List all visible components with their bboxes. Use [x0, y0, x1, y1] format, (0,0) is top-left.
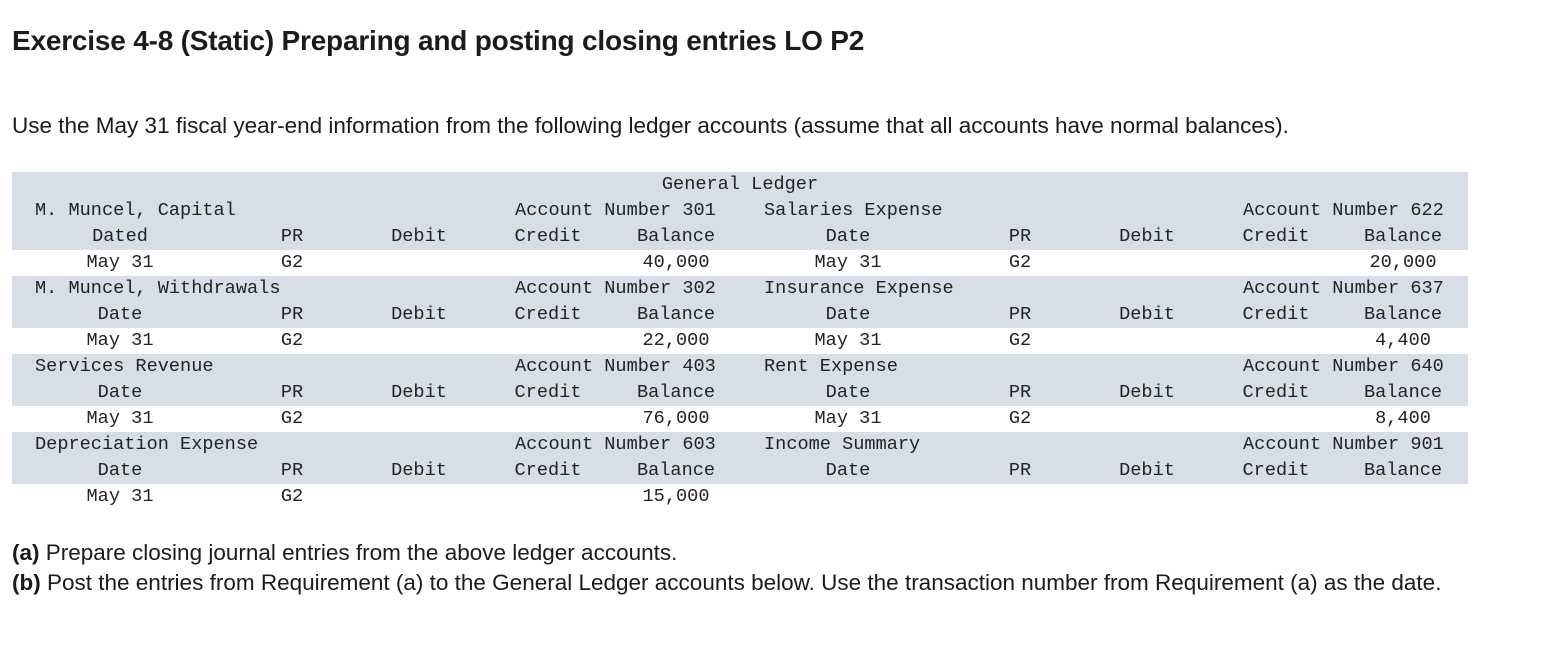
column-header-row	[12, 302, 1468, 328]
credit-column-header: Credit	[514, 226, 582, 247]
entry-pr: G2	[1008, 330, 1032, 351]
requirement-b-label: (b)	[12, 570, 41, 595]
account-number: Account Number 637	[1243, 278, 1444, 299]
account-number: Account Number 603	[515, 434, 716, 455]
account-name: M. Muncel, Withdrawals	[35, 278, 281, 299]
account-title-row	[12, 276, 1468, 302]
entry-balance: 4,400	[1375, 330, 1431, 351]
entry-date: May 31	[86, 252, 154, 273]
account-number: Account Number 302	[515, 278, 716, 299]
pr-column-header: PR	[1008, 382, 1032, 403]
pr-column-header: PR	[1008, 226, 1032, 247]
entry-date: May 31	[814, 408, 882, 429]
balance-column-header: Balance	[1363, 226, 1443, 247]
ledger-entry-row	[12, 406, 1468, 432]
balance-column-header: Balance	[636, 226, 716, 247]
debit-column-header: Debit	[1119, 304, 1175, 325]
requirement-a-text: Prepare closing journal entries from the above ledger accounts.	[39, 540, 678, 565]
account-name: Depreciation Expense	[35, 434, 259, 455]
credit-column-header: Credit	[1242, 226, 1310, 247]
entry-balance: 40,000	[642, 252, 710, 273]
account-number: Account Number 640	[1243, 356, 1444, 377]
entry-date: May 31	[814, 252, 882, 273]
account-number: Account Number 301	[515, 200, 716, 221]
date-column-header: Date	[825, 304, 871, 325]
balance-column-header: Balance	[1363, 304, 1443, 325]
requirement-b-text: Post the entries from Requirement (a) to the General Ledger accounts below. Use the transaction number from Requirement (a) as the date.	[40, 570, 1442, 595]
credit-column-header: Credit	[1242, 382, 1310, 403]
requirement-a-label: (a)	[12, 540, 40, 565]
balance-column-header: Balance	[1363, 382, 1443, 403]
date-column-header: Date	[97, 304, 143, 325]
date-column-header: Date	[825, 460, 871, 481]
ledger-entry-row	[12, 250, 1468, 276]
debit-column-header: Debit	[391, 382, 447, 403]
account-name: Insurance Expense	[764, 278, 954, 299]
pr-column-header: PR	[280, 382, 304, 403]
account-name: Rent Expense	[764, 356, 898, 377]
debit-column-header: Debit	[391, 460, 447, 481]
entry-balance: 22,000	[642, 330, 710, 351]
credit-column-header: Credit	[1242, 460, 1310, 481]
account-name: Income Summary	[764, 434, 921, 455]
balance-column-header: Balance	[636, 382, 716, 403]
entry-balance: 15,000	[642, 486, 710, 507]
pr-column-header: PR	[280, 304, 304, 325]
pr-column-header: PR	[280, 460, 304, 481]
general-ledger-table	[12, 172, 1468, 510]
requirement-a	[12, 538, 1522, 568]
column-header-row	[12, 224, 1468, 250]
account-name: Salaries Expense	[764, 200, 943, 221]
entry-pr: G2	[280, 408, 304, 429]
column-header-row	[12, 380, 1468, 406]
page-title: Exercise 4-8 (Static) Preparing and posting closing entries LO P2	[12, 25, 865, 56]
entry-date: May 31	[86, 408, 154, 429]
column-header-row	[12, 458, 1468, 484]
ledger-heading-row	[12, 172, 1468, 198]
requirements	[12, 538, 1522, 598]
entry-balance: 8,400	[1375, 408, 1431, 429]
debit-column-header: Debit	[391, 304, 447, 325]
ledger-entry-row	[12, 328, 1468, 354]
balance-column-header: Balance	[636, 304, 716, 325]
entry-date: May 31	[86, 486, 154, 507]
account-title-row	[12, 354, 1468, 380]
account-number: Account Number 403	[515, 356, 716, 377]
balance-column-header: Balance	[1363, 460, 1443, 481]
debit-column-header: Debit	[1119, 226, 1175, 247]
debit-column-header: Debit	[1119, 382, 1175, 403]
entry-pr: G2	[280, 252, 304, 273]
date-column-header: Date	[825, 382, 871, 403]
account-name: Services Revenue	[35, 356, 214, 377]
account-title-row	[12, 198, 1468, 224]
debit-column-header: Debit	[391, 226, 447, 247]
entry-date: May 31	[814, 330, 882, 351]
entry-pr: G2	[280, 486, 304, 507]
pr-column-header: PR	[280, 226, 304, 247]
date-column-header: Dated	[92, 226, 148, 247]
pr-column-header: PR	[1008, 304, 1032, 325]
entry-pr: G2	[280, 330, 304, 351]
entry-balance: 76,000	[642, 408, 710, 429]
credit-column-header: Credit	[514, 382, 582, 403]
debit-column-header: Debit	[1119, 460, 1175, 481]
credit-column-header: Credit	[1242, 304, 1310, 325]
entry-balance: 20,000	[1369, 252, 1437, 273]
balance-column-header: Balance	[636, 460, 716, 481]
credit-column-header: Credit	[514, 460, 582, 481]
account-number: Account Number 622	[1243, 200, 1444, 221]
ledger-entry-row	[12, 484, 1468, 510]
entry-date: May 31	[86, 330, 154, 351]
requirement-b	[12, 568, 1522, 598]
account-title-row	[12, 432, 1468, 458]
pr-column-header: PR	[1008, 460, 1032, 481]
account-name: M. Muncel, Capital	[35, 200, 236, 221]
date-column-header: Date	[825, 226, 871, 247]
entry-pr: G2	[1008, 252, 1032, 273]
account-number: Account Number 901	[1243, 434, 1444, 455]
entry-pr: G2	[1008, 408, 1032, 429]
intro-text: Use the May 31 fiscal year-end information from the following ledger accounts (assume that all accounts have normal balances).	[12, 113, 1289, 138]
date-column-header: Date	[97, 460, 143, 481]
credit-column-header: Credit	[514, 304, 582, 325]
date-column-header: Date	[97, 382, 143, 403]
ledger-heading: General Ledger	[661, 174, 819, 195]
